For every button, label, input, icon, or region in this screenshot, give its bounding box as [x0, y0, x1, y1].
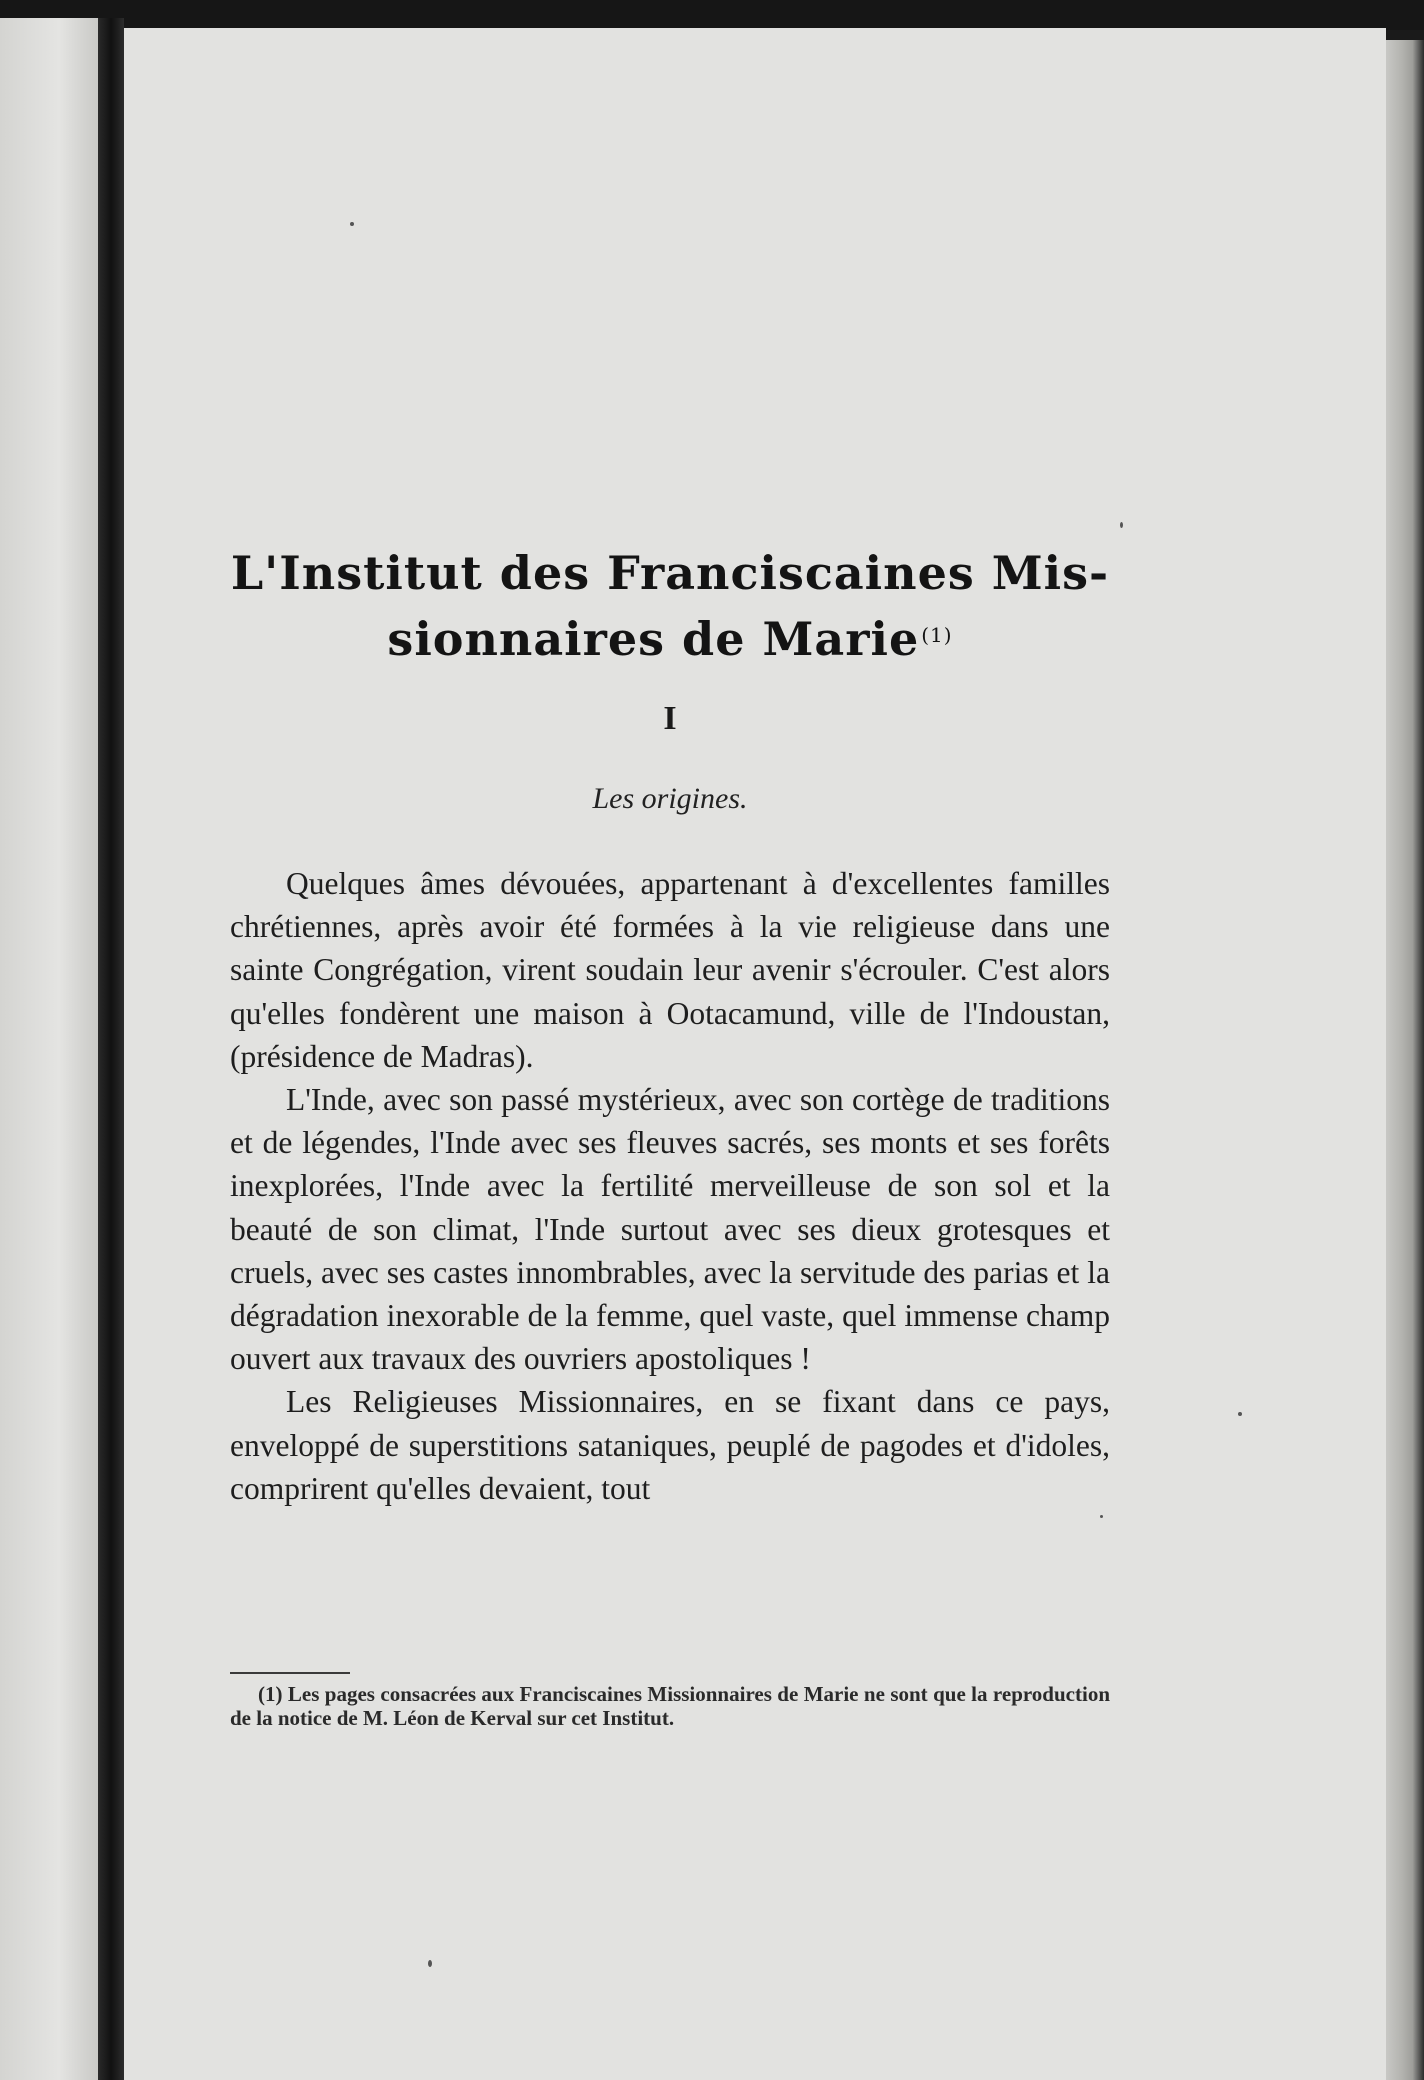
footnote-reference: (1) — [921, 623, 953, 647]
paragraph: Quelques âmes dévouées, appartenant à d'excellentes familles chrétiennes, après avoir été formées à la vie religieuse dans une sainte Congrégation, virent soudain leur avenir s'écrouler. C'est alors qu'elles fondèrent une maison à Ootacamund, ville de l'Indoustan, (présidence de Madras). — [230, 866, 1110, 1074]
section-title: Les origines. — [592, 782, 748, 815]
chapter-title-line-2: sionnaires de Marie — [387, 612, 920, 666]
chapter-title — [230, 540, 1110, 672]
paper-speck — [1100, 1515, 1103, 1518]
paper-speck — [1238, 1412, 1242, 1416]
scan-top-border — [0, 0, 1424, 30]
paragraph: Les Religieuses Missionnaires, en se fixant dans ce pays, enveloppé de superstitions sataniques, peuplé de pagodes et d'idoles, comprirent qu'elles devaient, tout — [230, 1384, 1110, 1506]
section-number: I — [663, 700, 677, 737]
body-text — [230, 862, 1110, 1510]
page-stack-edge — [1386, 40, 1424, 2080]
paper-speck — [350, 222, 354, 226]
facing-page-edge — [0, 18, 98, 2080]
footnote-divider — [230, 1672, 350, 1674]
paper-speck — [428, 1960, 432, 1967]
paper-speck — [1120, 522, 1123, 528]
paragraph: L'Inde, avec son passé mystérieux, avec son cortège de traditions et de légendes, l'Inde avec ses fleuves sacrés, ses monts et ses forêts inexplorées, l'Inde avec la fertilité merveilleuse de son sol et la beauté de son climat, l'Inde surtout avec ses dieux grotesques et cruels, avec ses castes innombrables, avec la servitude des parias et la dégradation inexorable de la femme, quel vaste, quel immense champ ouvert aux travaux des ouvriers apostoliques ! — [230, 1082, 1110, 1377]
footnote: (1) Les pages consacrées aux Franciscaines Missionnaires de Marie ne sont que la reproduction de la notice de M. Léon de Kerval sur cet Institut. — [230, 1682, 1110, 1730]
book-gutter — [98, 18, 124, 2080]
chapter-title-line-1: L'Institut des Franciscaines Mis- — [230, 546, 1110, 600]
